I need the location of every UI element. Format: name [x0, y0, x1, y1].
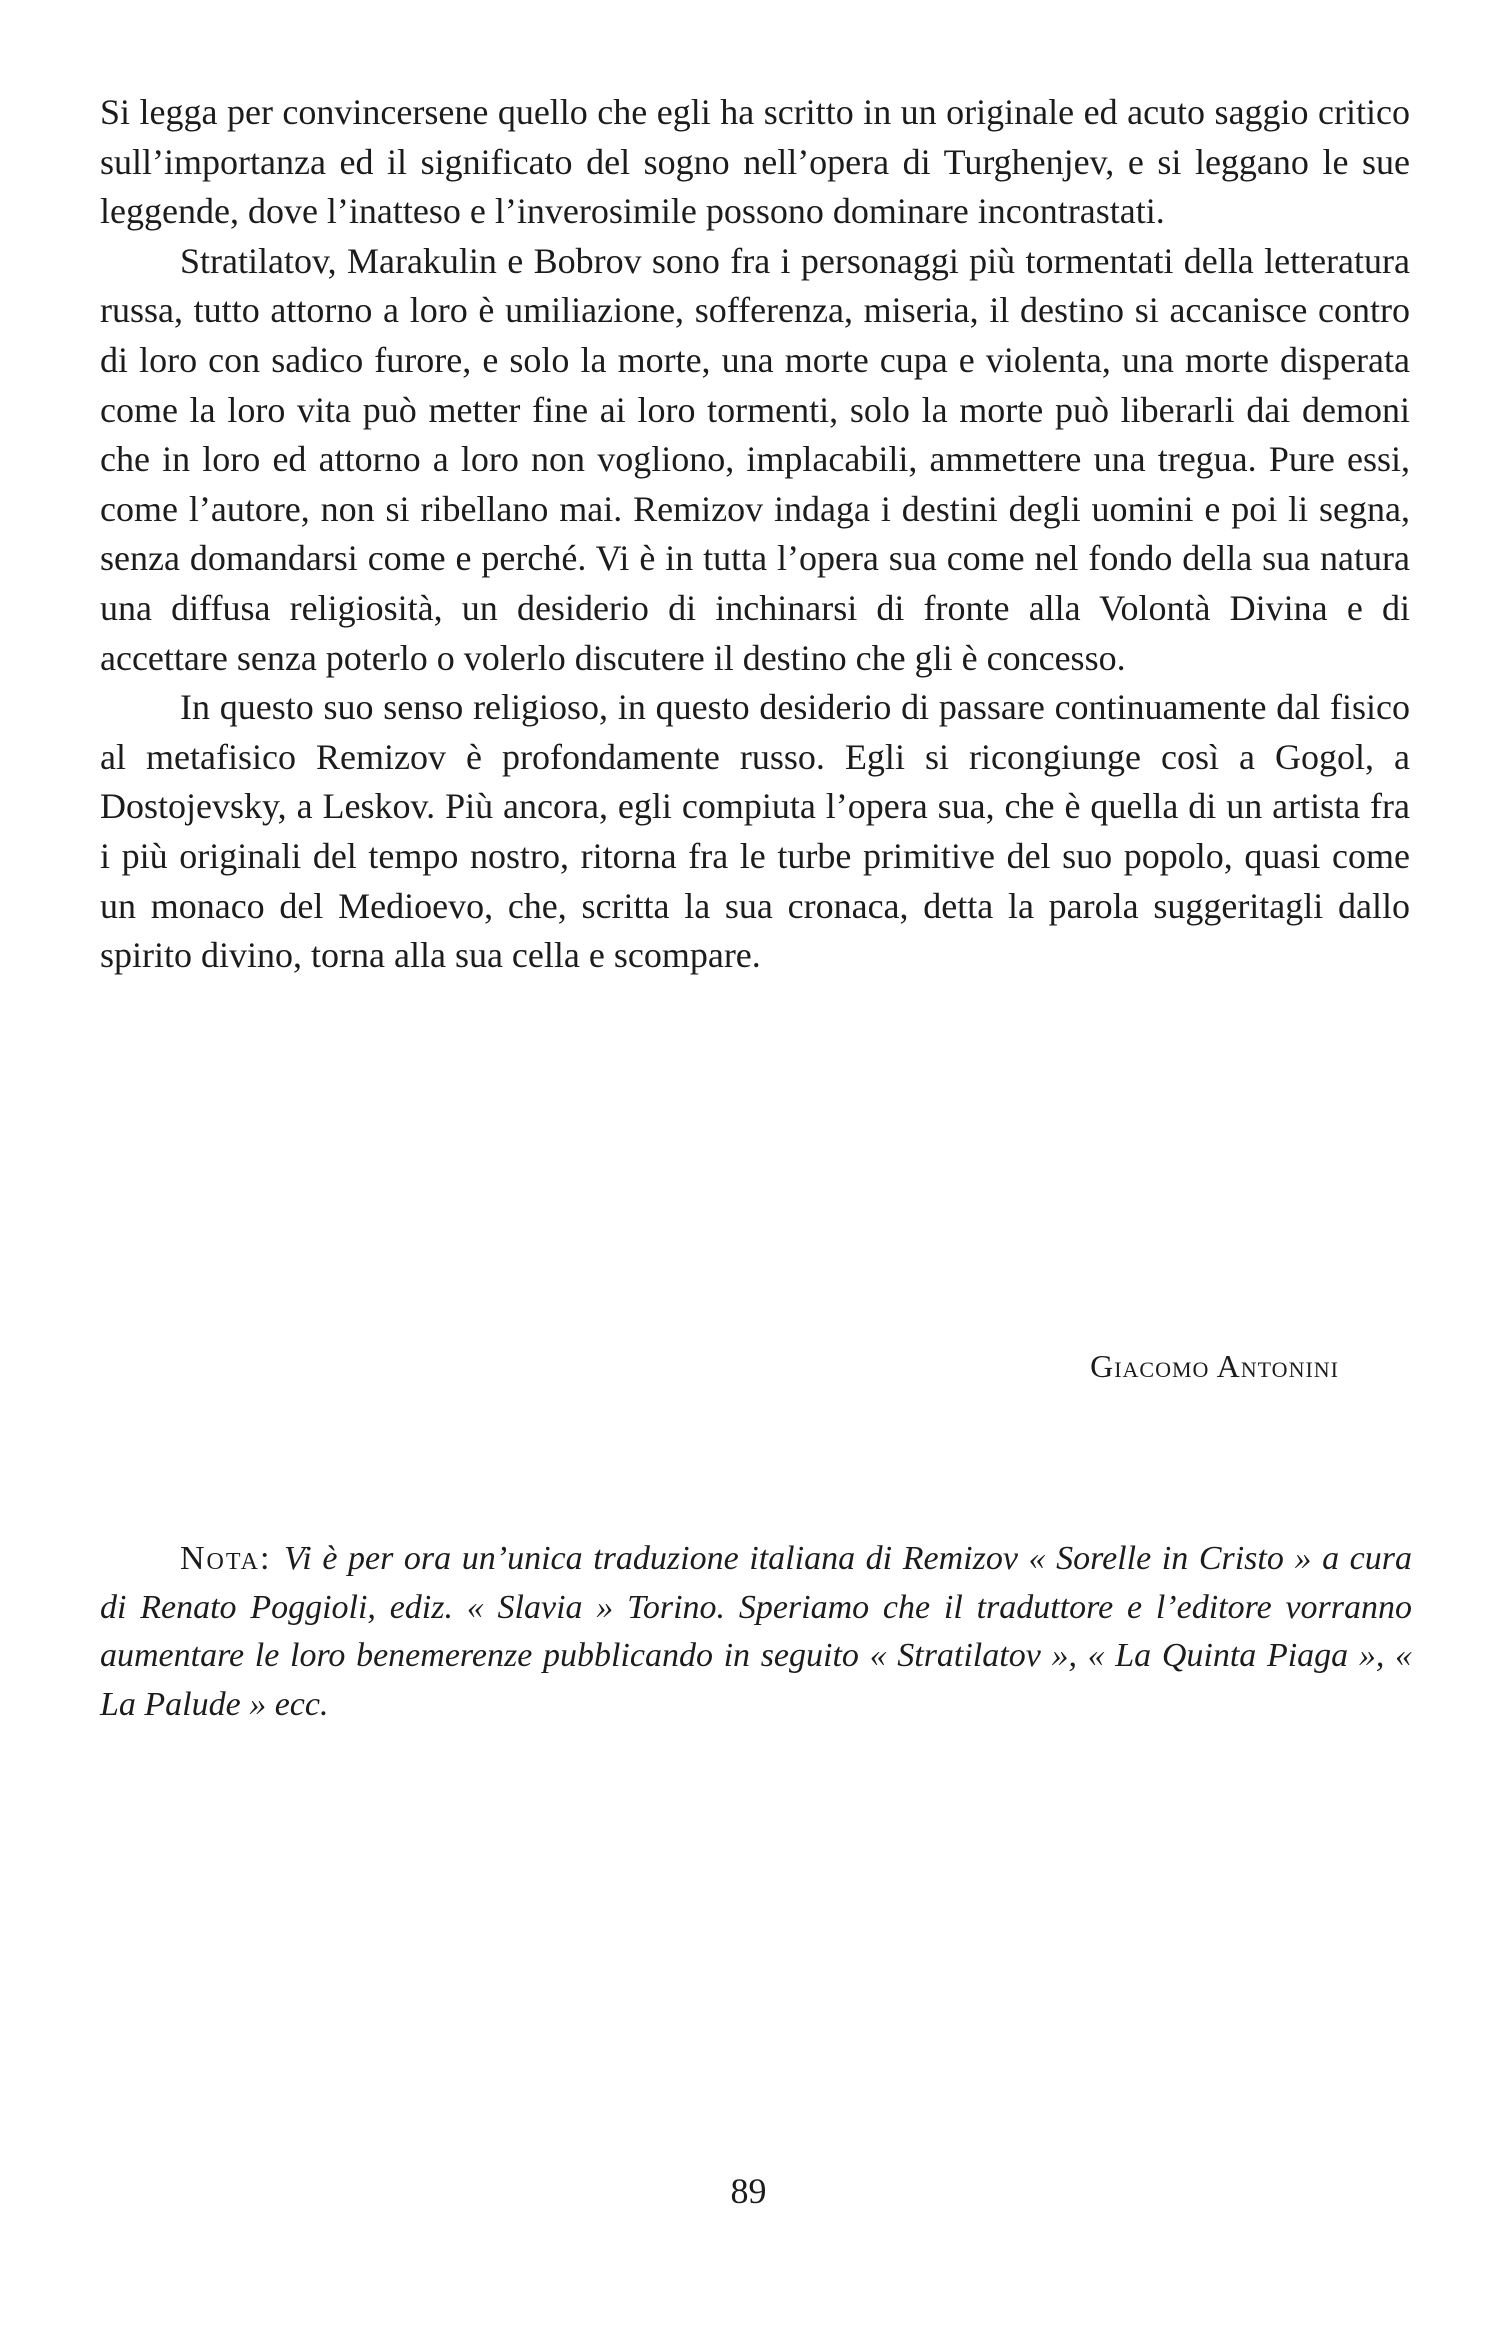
paragraph-3: In questo suo senso religioso, in questo desiderio di passare continuamente dal fisico al metafisico Remizov è profondamente russo. Egli si ricongiunge così a Gogol, a Dostojevsky, a Leskov. Più ancora, egli compiuta l’opera sua, che è quella di un artista fra i più originali del tempo nostro, ritorna fra le turbe primitive del suo popolo, quasi come un monaco del Medioevo, che, scritta la sua cronaca, detta la parola suggeritagli dallo spirito divino, torna alla sua cella e scompare.: [100, 687, 1410, 976]
paragraph-1: Si legga per convincersene quello che egli ha scritto in un originale ed acuto saggio critico sull’importanza ed il significato del sogno nell’opera di Turghenjev, e si leggano le sue leggende, dove l’inatteso e l’inverosimile possono dominare incontrastati.: [100, 92, 1410, 232]
page-number: 89: [730, 2171, 767, 2211]
footnote: [100, 1535, 1412, 1729]
note-label: Nota:: [180, 1540, 285, 1577]
author-signature: Giacomo Antonini: [1090, 1348, 1339, 1384]
essay-body: [100, 88, 1410, 981]
note-body: Vi è per ora un’unica traduzione italiana di Remizov « Sorelle in Cristo » a cura di Renato Poggioli, ediz. « Slavia » Torino. Speriamo che il traduttore e l’editore vorranno aumentare le loro benemerenze pubblicando in seguito « Stratilatov », « La Quinta Piaga », « La Palude » ecc.: [100, 1540, 1412, 1723]
paragraph-2: Stratilatov, Marakulin e Bobrov sono fra i personaggi più tormentati della letteratura russa, tutto attorno a loro è umiliazione, sofferenza, miseria, il destino si accanisce contro di loro con sadico furore, e solo la morte, una morte cupa e violenta, una morte disperata come la loro vita può metter fine ai loro tormenti, solo la morte può liberarli dai demoni che in loro ed attorno a loro non vogliono, implacabili, ammettere una tregua. Pure essi, come l’autore, non si ribellano mai. Remizov indaga i destini degli uomini e poi li segna, senza domandarsi come e perché. Vi è in tutta l’opera sua come nel fondo della sua natura una diffusa religiosità, un desiderio di inchinarsi di fronte alla Volontà Divina e di accettare senza poterlo o volerlo discutere il destino che gli è concesso.: [100, 240, 1410, 678]
